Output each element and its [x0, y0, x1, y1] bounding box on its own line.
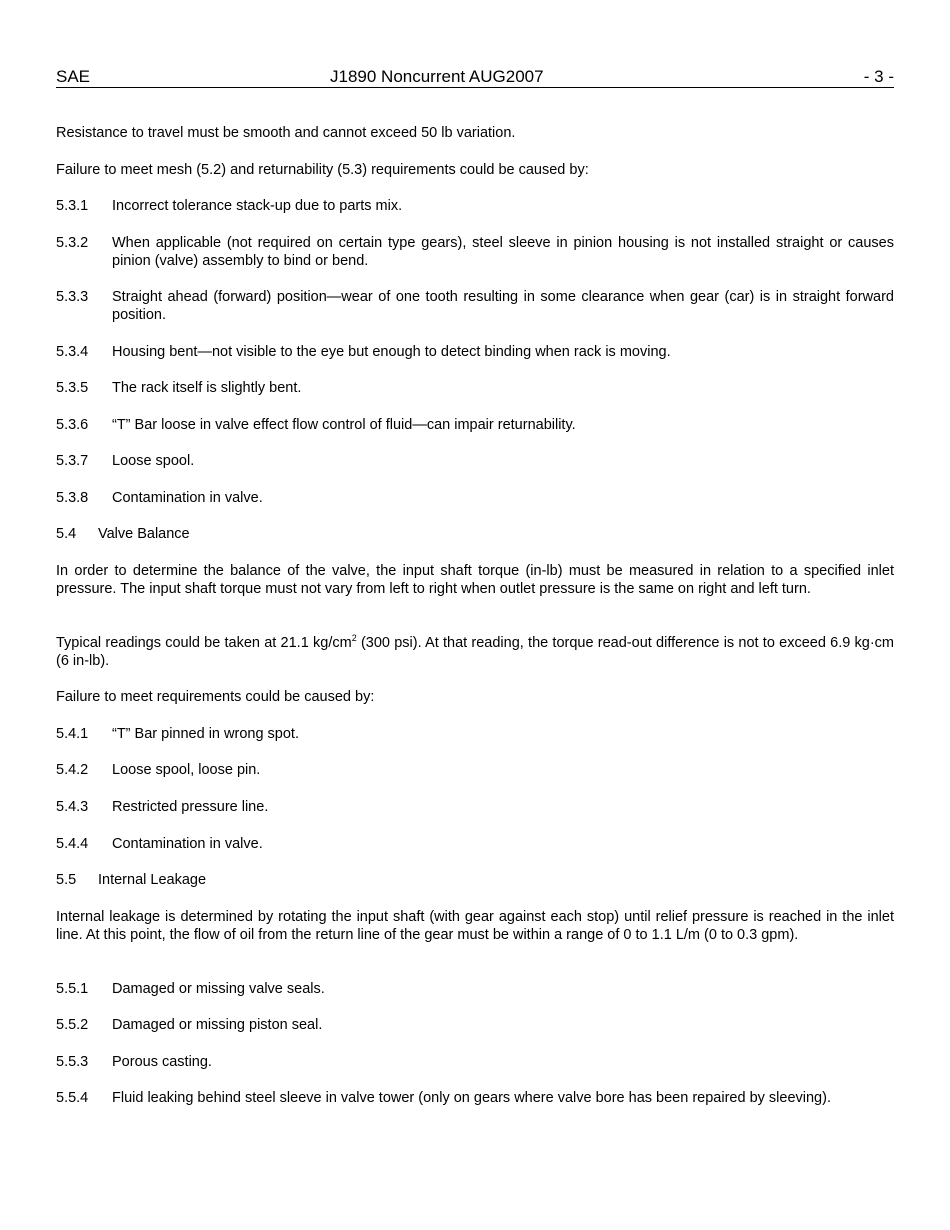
list-item-5-3-2 [56, 234, 894, 270]
list-item-5-3-4 [56, 343, 894, 361]
item-text: Contamination in valve. [112, 836, 263, 852]
internal-leakage-paragraph: Internal leakage is determined by rotating the input shaft (with gear against each stop) until relief pressure is reached in the inlet line. At this point, the flow of oil from the return line of the gear must be within a range of 0 to 1.1 L/m (0 to 0.3 gpm). [56, 909, 894, 943]
readings-text-a: Typical readings could be taken at 21.1 kg/cm [56, 635, 352, 651]
item-text: Fluid leaking behind steel sleeve in valve tower (only on gears where valve bore has been repaired by sleeving). [112, 1090, 831, 1106]
item-number: 5.5.1 [56, 981, 89, 997]
list-item-5-5-3 [56, 1053, 894, 1071]
failure-mesh-paragraph: Failure to meet mesh (5.2) and returnability (5.3) requirements could be caused by: [56, 162, 589, 178]
section-title: Internal Leakage [98, 872, 207, 888]
section-heading-5-4 [56, 525, 894, 543]
item-text: Damaged or missing valve seals. [112, 981, 325, 997]
header-org: SAE [56, 67, 91, 86]
section-number: 5.4 [56, 526, 77, 542]
list-item-5-3-5 [56, 379, 894, 397]
list-item-5-4-4 [56, 835, 894, 853]
list-item-5-3-6 [56, 416, 894, 434]
item-number: 5.3.8 [56, 490, 89, 506]
item-number: 5.5.2 [56, 1017, 89, 1033]
item-text: Restricted pressure line. [112, 799, 269, 815]
list-item-5-5-1 [56, 980, 894, 998]
section-heading-5-5 [56, 871, 894, 889]
item-number: 5.3.5 [56, 380, 89, 396]
item-number: 5.4.4 [56, 836, 89, 852]
item-number: 5.3.6 [56, 417, 89, 433]
item-text: Straight ahead (forward) position—wear of one tooth resulting in some clearance when gear (car) is in straight forward position. [112, 289, 894, 323]
item-number: 5.4.3 [56, 799, 89, 815]
item-text: The rack itself is slightly bent. [112, 380, 302, 396]
resistance-paragraph: Resistance to travel must be smooth and cannot exceed 50 lb variation. [56, 125, 516, 141]
list-item-5-5-2 [56, 1016, 894, 1034]
list-item-5-4-3 [56, 798, 894, 816]
header-doc-id: J1890 Noncurrent AUG2007 [330, 67, 544, 86]
item-number: 5.4.1 [56, 726, 89, 742]
item-text: Contamination in valve. [112, 490, 263, 506]
item-number: 5.5.3 [56, 1054, 89, 1070]
item-text: Housing bent—not visible to the eye but enough to detect binding when rack is moving. [112, 344, 671, 360]
item-number: 5.5.4 [56, 1090, 89, 1106]
item-number: 5.3.7 [56, 453, 89, 469]
list-item-5-4-2 [56, 761, 894, 779]
item-text: When applicable (not required on certain type gears), steel sleeve in pinion housing is not installed straight or causes pinion (valve) assembly to bind or bend. [112, 235, 894, 269]
list-item-5-3-1 [56, 197, 894, 215]
item-text: “T” Bar pinned in wrong spot. [112, 726, 299, 742]
item-number: 5.3.1 [56, 198, 89, 214]
list-item-5-3-3 [56, 288, 894, 324]
item-text: “T” Bar loose in valve effect flow control of fluid—can impair returnability. [112, 417, 576, 433]
item-text: Damaged or missing piston seal. [112, 1017, 323, 1033]
item-text: Incorrect tolerance stack-up due to parts mix. [112, 198, 403, 214]
section-number: 5.5 [56, 872, 77, 888]
typical-readings-paragraph [56, 634, 894, 670]
item-number: 5.3.2 [56, 235, 89, 251]
item-number: 5.4.2 [56, 762, 89, 778]
list-item-5-3-7 [56, 452, 894, 470]
page-header [56, 66, 894, 88]
item-number: 5.3.3 [56, 289, 89, 305]
item-text: Loose spool, loose pin. [112, 762, 261, 778]
section-title: Valve Balance [98, 526, 190, 542]
item-text: Porous casting. [112, 1054, 212, 1070]
item-number: 5.3.4 [56, 344, 89, 360]
header-page-number: - 3 - [863, 67, 894, 86]
valve-balance-paragraph: In order to determine the balance of the valve, the input shaft torque (in-lb) must be measured in relation to a specified inlet pressure. The input shaft torque must not vary from left to right when outlet pressure is the same on right and left turn. [56, 563, 894, 597]
readings-text-b: (300 psi). At that reading, the torque read-out difference is not to exceed 6.9 kg·cm (6 in-lb). [56, 635, 894, 669]
item-text: Loose spool. [112, 453, 195, 469]
list-item-5-5-4 [56, 1089, 894, 1107]
failure-requirements-paragraph: Failure to meet requirements could be caused by: [56, 689, 375, 705]
superscript: 2 [351, 633, 357, 643]
list-item-5-3-8 [56, 489, 894, 507]
list-item-5-4-1 [56, 725, 894, 743]
